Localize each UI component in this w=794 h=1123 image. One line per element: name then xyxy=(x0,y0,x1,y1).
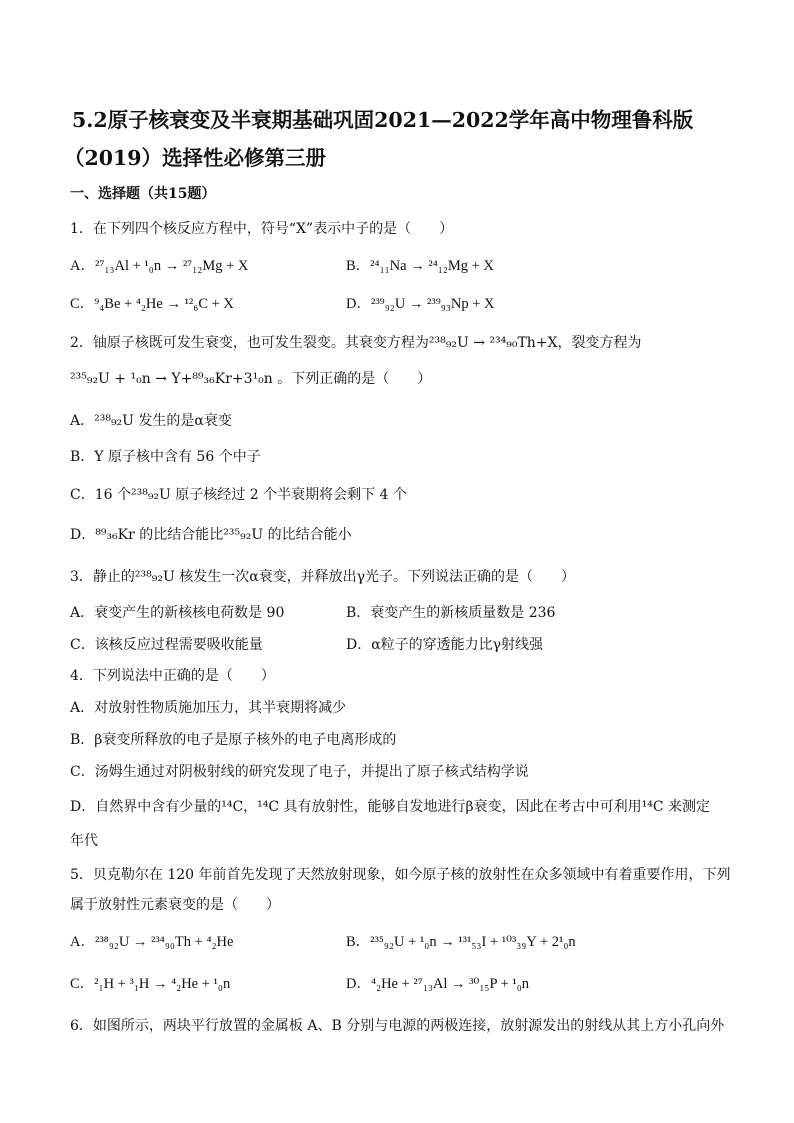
section-heading: 一、选择题（共15题） xyxy=(70,186,216,202)
q5-stem-line2: 属于放射性元素衰变的是（ ） xyxy=(70,897,280,913)
q3-option-c: C．该核反应过程需要吸收能量 xyxy=(70,637,263,653)
q2-option-b: B．Y 原子核中含有 56 个中子 xyxy=(70,449,261,465)
doc-title-line2: （2019）选择性必修第三册 xyxy=(64,146,327,170)
q2-stem-line2: ²³⁵₉₂U + ¹₀n → Y+⁸⁹₃₆Kr+3¹₀n 。下列正确的是（ ） xyxy=(70,371,432,387)
q3-option-b: B．衰变产生的新核质量数是 236 xyxy=(346,605,556,621)
q2-option-c: C．16 个²³⁸₉₂U 原子核经过 2 个半衰期将会剩下 4 个 xyxy=(70,487,407,503)
q2-stem-line1: 2．铀原子核既可发生衰变，也可发生裂变。其衰变方程为²³⁸₉₂U → ²³⁴₉₀Th+X，裂变方程为 xyxy=(70,335,642,351)
q5-option-c: C．²₁H + ³₁H → ⁴₂He + ¹₀n xyxy=(70,976,231,992)
q2-option-d: D．⁸⁹₃₆Kr 的比结合能比²³⁵₉₂U 的比结合能小 xyxy=(70,527,352,543)
q4-option-c: C．汤姆生通过对阴极射线的研究发现了电子，并提出了原子核式结构学说 xyxy=(70,764,529,780)
q5-option-a: A．²³⁸₉₂U → ²³⁴₉₀Th + ⁴₂He xyxy=(70,934,234,950)
q5-option-d: D．⁴₂He + ²⁷₁₃Al → ³⁰₁₅P + ¹₀n xyxy=(346,976,530,992)
doc-title-line1: 5.2原子核衰变及半衰期基础巩固2021—2022学年高中物理鲁科版 xyxy=(72,108,694,132)
q3-option-d: D．α粒子的穿透能力比γ射线强 xyxy=(346,637,544,653)
q3-option-a: A．衰变产生的新核核电荷数是 90 xyxy=(70,605,285,621)
q4-option-d-line1: D．自然界中含有少量的¹⁴C，¹⁴C 具有放射性，能够自发地进行β衰变，因此在考古中可利用¹⁴C 来测定 xyxy=(70,799,711,815)
q3-stem: 3．静止的²³⁸₉₂U 核发生一次α衰变，并释放出γ光子。下列说法正确的是（ ） xyxy=(70,569,576,585)
q2-option-a: A．²³⁸₉₂U 发生的是α衰变 xyxy=(70,413,232,429)
q1-option-b: B．²⁴₁₁Na → ²⁴₁₂Mg + X xyxy=(346,258,494,274)
q1-stem: 1．在下列四个核反应方程中，符号“X”表示中子的是（ ） xyxy=(70,221,454,237)
q4-option-b: B．β衰变所释放的电子是原子核外的电子电离形成的 xyxy=(70,732,397,748)
q1-option-a: A．²⁷₁₃Al + ¹₀n → ²⁷₁₂Mg + X xyxy=(70,258,249,274)
q1-option-d: D．²³⁹₉₂U → ²³⁹₉₃Np + X xyxy=(346,296,495,312)
q4-stem: 4．下列说法中正确的是（ ） xyxy=(70,668,275,684)
q4-option-a: A．对放射性物质施加压力，其半衰期将减少 xyxy=(70,700,347,716)
q4-option-d-line2: 年代 xyxy=(70,833,98,849)
q5-stem-line1: 5．贝克勒尔在 120 年前首先发现了天然放射现象，如今原子核的放射性在众多领域中有着重要作用，下列 xyxy=(70,867,731,883)
q5-option-b: B．²³⁵₉₂U + ¹₀n → ¹³¹₅₃I + ¹⁰³₃₉Y + 2¹₀n xyxy=(346,934,576,950)
q6-stem: 6．如图所示，两块平行放置的金属板 A、B 分别与电源的两极连接，放射源发出的射线从其上方小孔向外 xyxy=(70,1018,725,1034)
q1-option-c: C．⁹₄Be + ⁴₂He → ¹²₆C + X xyxy=(70,296,234,312)
